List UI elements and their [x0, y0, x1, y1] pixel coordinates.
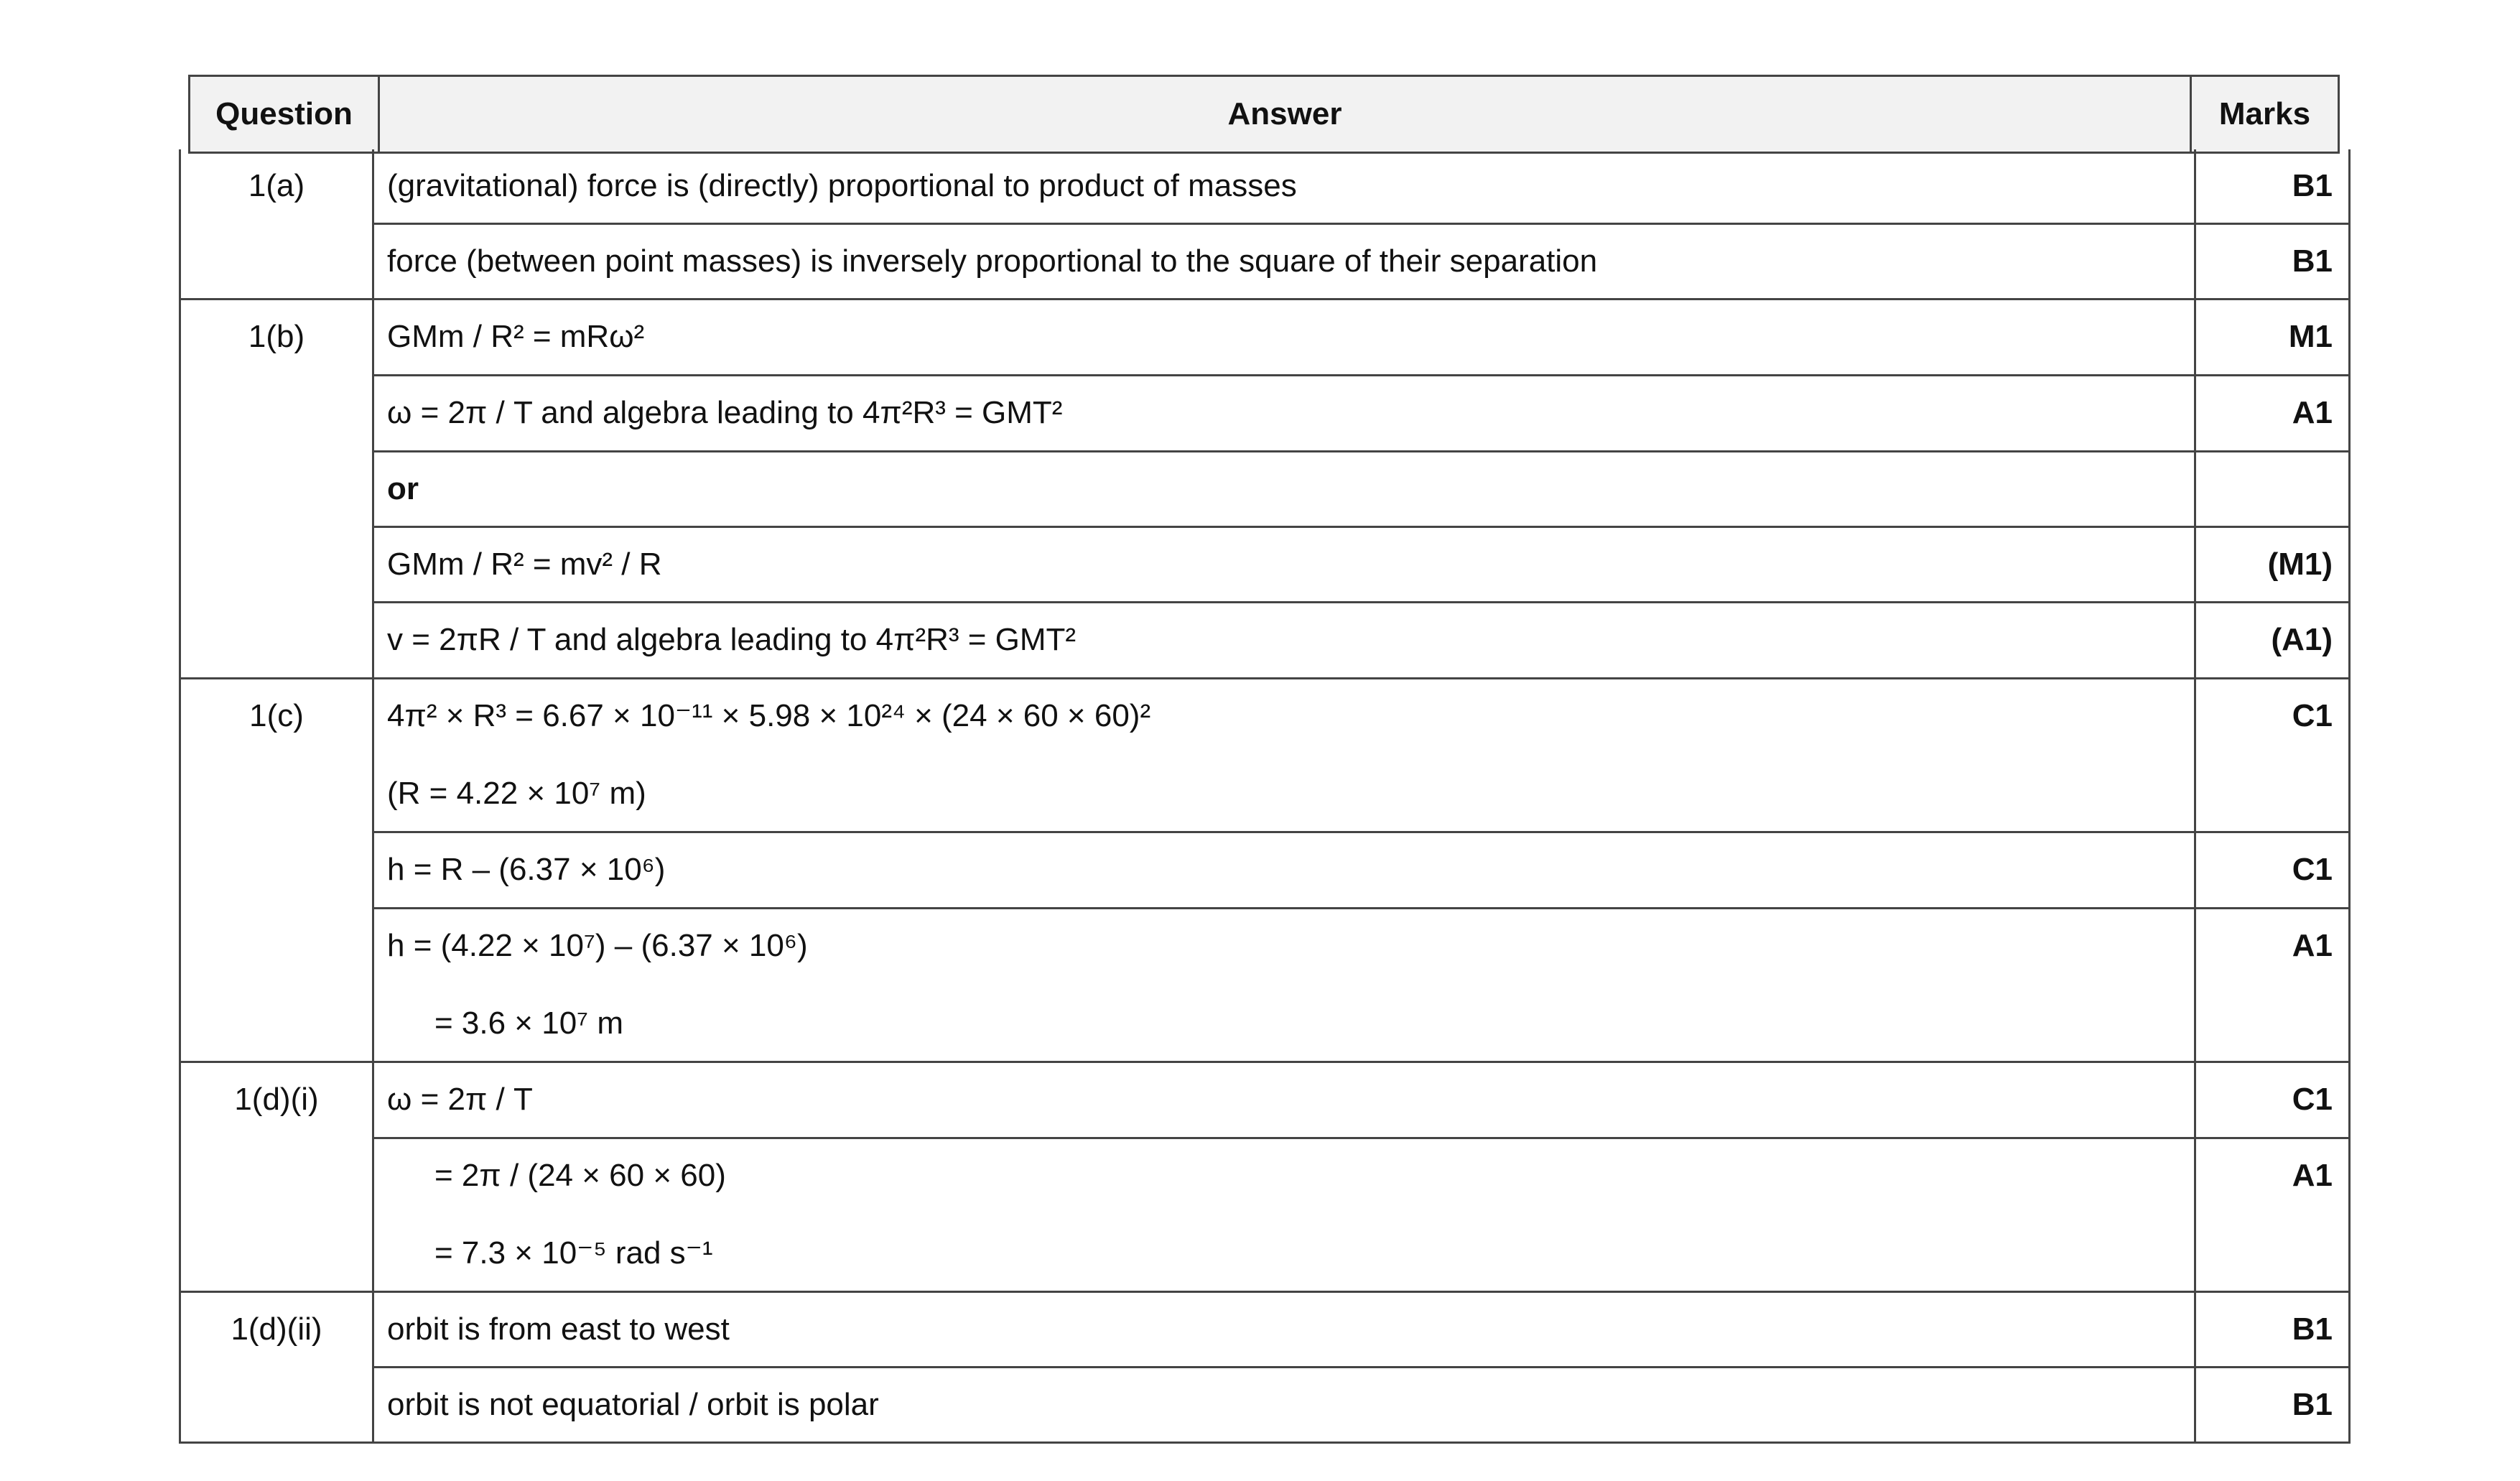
table-row [180, 909, 2350, 1062]
answer-text: (R = 4.22 × 10⁷ m) [387, 776, 646, 811]
answer-text: orbit is not equatorial / orbit is polar [387, 1387, 879, 1422]
answer-text: = 7.3 × 10⁻⁵ rad s⁻¹ [434, 1235, 713, 1271]
answer-text: ω = 2π / T [387, 1082, 533, 1117]
table-row [180, 527, 2350, 603]
table-row [180, 452, 2350, 527]
marks-cell: B1 [2195, 149, 2350, 224]
answer-text: = 2π / (24 × 60 × 60) [434, 1158, 726, 1193]
answer-text: (gravitational) force is (directly) proportional to product of masses [387, 168, 1297, 203]
answer-cell [373, 909, 2195, 1062]
header-table [188, 75, 2340, 154]
marks-cell: A1 [2195, 1138, 2350, 1292]
answer-text: h = R – (6.37 × 10⁶) [387, 852, 666, 887]
header-marks: Marks [2191, 76, 2339, 153]
marks-cell: B1 [2195, 224, 2350, 300]
marks-cell: A1 [2195, 376, 2350, 452]
answer-cell [373, 1062, 2195, 1138]
header-row [190, 76, 2339, 153]
question-1c: 1(c) [180, 679, 373, 1062]
marks-cell: M1 [2195, 300, 2350, 376]
table-row [180, 224, 2350, 300]
answer-cell [373, 1368, 2195, 1443]
table-row [180, 1368, 2350, 1443]
answer-text: 4π² × R³ = 6.67 × 10⁻¹¹ × 5.98 × 10²⁴ × (24 × 60 × 60)² [387, 698, 1151, 733]
table-row [180, 603, 2350, 679]
answer-text: force (between point masses) is inversely proportional to the square of their separation [387, 243, 1598, 279]
header-answer: Answer [379, 76, 2191, 153]
marks-cell: B1 [2195, 1368, 2350, 1443]
table-row [180, 679, 2350, 832]
table-row [180, 1292, 2350, 1368]
answer-cell [373, 1292, 2195, 1368]
answer-text: ω = 2π / T and algebra leading to 4π²R³ = GMT² [387, 395, 1063, 430]
marks-cell: C1 [2195, 1062, 2350, 1138]
answer-or: or [387, 471, 419, 506]
answer-cell [373, 224, 2195, 300]
header-question: Question [190, 76, 379, 153]
table-row [180, 1138, 2350, 1292]
table-row [180, 376, 2350, 452]
answer-cell [373, 527, 2195, 603]
answer-text: GMm / R² = mRω² [387, 319, 645, 354]
answer-cell [373, 376, 2195, 452]
answer-text: GMm / R² = mv² / R [387, 547, 662, 582]
mark-scheme-table [179, 149, 2351, 1444]
answer-cell [373, 832, 2195, 909]
question-1a: 1(a) [180, 149, 373, 300]
marks-cell: (M1) [2195, 527, 2350, 603]
answer-cell [373, 452, 2195, 527]
marks-cell: (A1) [2195, 603, 2350, 679]
question-1di: 1(d)(i) [180, 1062, 373, 1292]
table-row [180, 832, 2350, 909]
answer-text: = 3.6 × 10⁷ m [434, 1006, 623, 1041]
answer-text: h = (4.22 × 10⁷) – (6.37 × 10⁶) [387, 928, 808, 963]
answer-cell [373, 603, 2195, 679]
answer-text: orbit is from east to west [387, 1311, 730, 1347]
answer-cell [373, 1138, 2195, 1292]
table-row [180, 300, 2350, 376]
answer-cell [373, 679, 2195, 832]
question-1b: 1(b) [180, 300, 373, 679]
marks-cell: B1 [2195, 1292, 2350, 1368]
marks-cell [2195, 452, 2350, 527]
marks-cell: A1 [2195, 909, 2350, 1062]
marks-cell: C1 [2195, 832, 2350, 909]
table-row [180, 1062, 2350, 1138]
answer-text: v = 2πR / T and algebra leading to 4π²R³ = GMT² [387, 622, 1077, 657]
marks-cell: C1 [2195, 679, 2350, 832]
question-1dii: 1(d)(ii) [180, 1292, 373, 1443]
table-row [180, 149, 2350, 224]
answer-cell [373, 149, 2195, 224]
answer-cell [373, 300, 2195, 376]
